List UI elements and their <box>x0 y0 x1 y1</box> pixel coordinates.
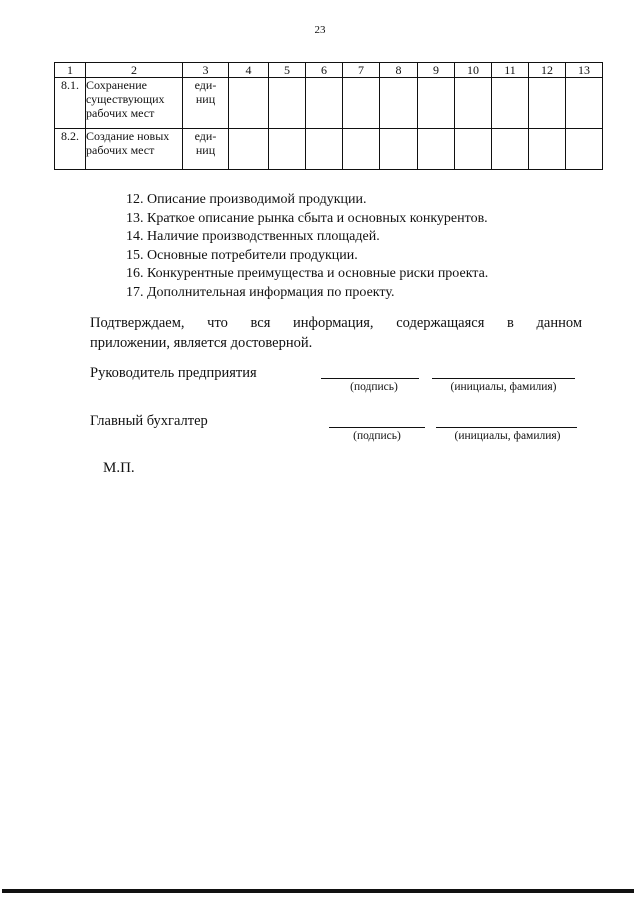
stamp-place: М.П. <box>103 460 135 476</box>
empty-cell <box>380 78 418 129</box>
empty-cell <box>566 78 603 129</box>
header-cell: 3 <box>183 63 229 78</box>
table-row <box>55 129 603 170</box>
director-label: Руководитель предприятия <box>90 365 257 381</box>
empty-cell <box>566 129 603 170</box>
list-item: 15. Основные потребители продукции. <box>126 247 358 263</box>
row-name <box>86 78 183 129</box>
row-number: 8.2. <box>55 129 86 170</box>
row-name-line: Сохранение <box>86 78 147 92</box>
row-unit <box>183 78 229 129</box>
row-name <box>86 129 183 170</box>
header-cell: 10 <box>455 63 492 78</box>
empty-cell <box>492 78 529 129</box>
header-cell: 11 <box>492 63 529 78</box>
empty-cell <box>269 78 306 129</box>
bottom-border <box>2 889 634 893</box>
empty-cell <box>343 129 380 170</box>
row-unit-line: ниц <box>195 92 216 106</box>
empty-cell <box>380 129 418 170</box>
signature-caption: (подпись) <box>350 381 398 393</box>
empty-cell <box>529 129 566 170</box>
row-name-line: существующих <box>86 92 165 106</box>
empty-cell <box>269 129 306 170</box>
confirmation-line: приложении, является достоверной. <box>90 335 313 351</box>
row-unit-line: еди- <box>194 129 217 143</box>
empty-cell <box>229 129 269 170</box>
header-cell: 8 <box>380 63 418 78</box>
accountant-name-line <box>436 427 577 428</box>
table-row <box>55 78 603 129</box>
header-cell: 12 <box>529 63 566 78</box>
row-name-line: Создание новых <box>86 129 170 143</box>
confirmation-text <box>90 313 582 353</box>
empty-cell <box>455 129 492 170</box>
empty-cell <box>529 78 566 129</box>
row-number: 8.1. <box>55 78 86 129</box>
empty-cell <box>306 129 343 170</box>
empty-cell <box>455 78 492 129</box>
row-unit <box>183 129 229 170</box>
empty-cell <box>418 129 455 170</box>
table-header-row <box>55 63 603 78</box>
accountant-signature-line <box>329 427 425 428</box>
row-unit-line: ниц <box>195 143 216 157</box>
signature-caption: (подпись) <box>353 430 401 442</box>
page-number: 23 <box>314 24 326 36</box>
empty-cell <box>306 78 343 129</box>
header-cell: 7 <box>343 63 380 78</box>
empty-cell <box>229 78 269 129</box>
accountant-label: Главный бухгалтер <box>90 413 208 429</box>
list-item: 16. Конкурентные преимущества и основные риски проекта. <box>126 266 489 282</box>
header-cell: 4 <box>229 63 269 78</box>
name-caption: (инициалы, фамилия) <box>450 381 557 393</box>
header-cell: 9 <box>418 63 455 78</box>
list-item: 13. Краткое описание рынка сбыта и основных конкурентов. <box>126 210 488 226</box>
empty-cell <box>418 78 455 129</box>
header-cell: 2 <box>86 63 183 78</box>
header-cell: 6 <box>306 63 343 78</box>
list-item: 17. Дополнительная информация по проекту. <box>126 284 395 300</box>
name-caption: (инициалы, фамилия) <box>454 430 561 442</box>
row-unit-line: еди- <box>194 78 217 92</box>
header-cell: 5 <box>269 63 306 78</box>
project-info-list <box>126 191 488 303</box>
confirmation-line: Подтверждаем, что вся информация, содержащаяся в данном <box>90 315 582 331</box>
header-cell: 1 <box>55 63 86 78</box>
director-name-line <box>432 378 575 379</box>
list-item: 14. Наличие производственных площадей. <box>126 229 380 245</box>
header-cell: 13 <box>566 63 603 78</box>
row-name-line: рабочих мест <box>86 143 155 157</box>
row-name-line: рабочих мест <box>86 106 155 120</box>
empty-cell <box>492 129 529 170</box>
list-item: 12. Описание производимой продукции. <box>126 192 367 207</box>
indicators-table <box>54 62 603 170</box>
empty-cell <box>343 78 380 129</box>
director-signature-line <box>321 378 419 379</box>
